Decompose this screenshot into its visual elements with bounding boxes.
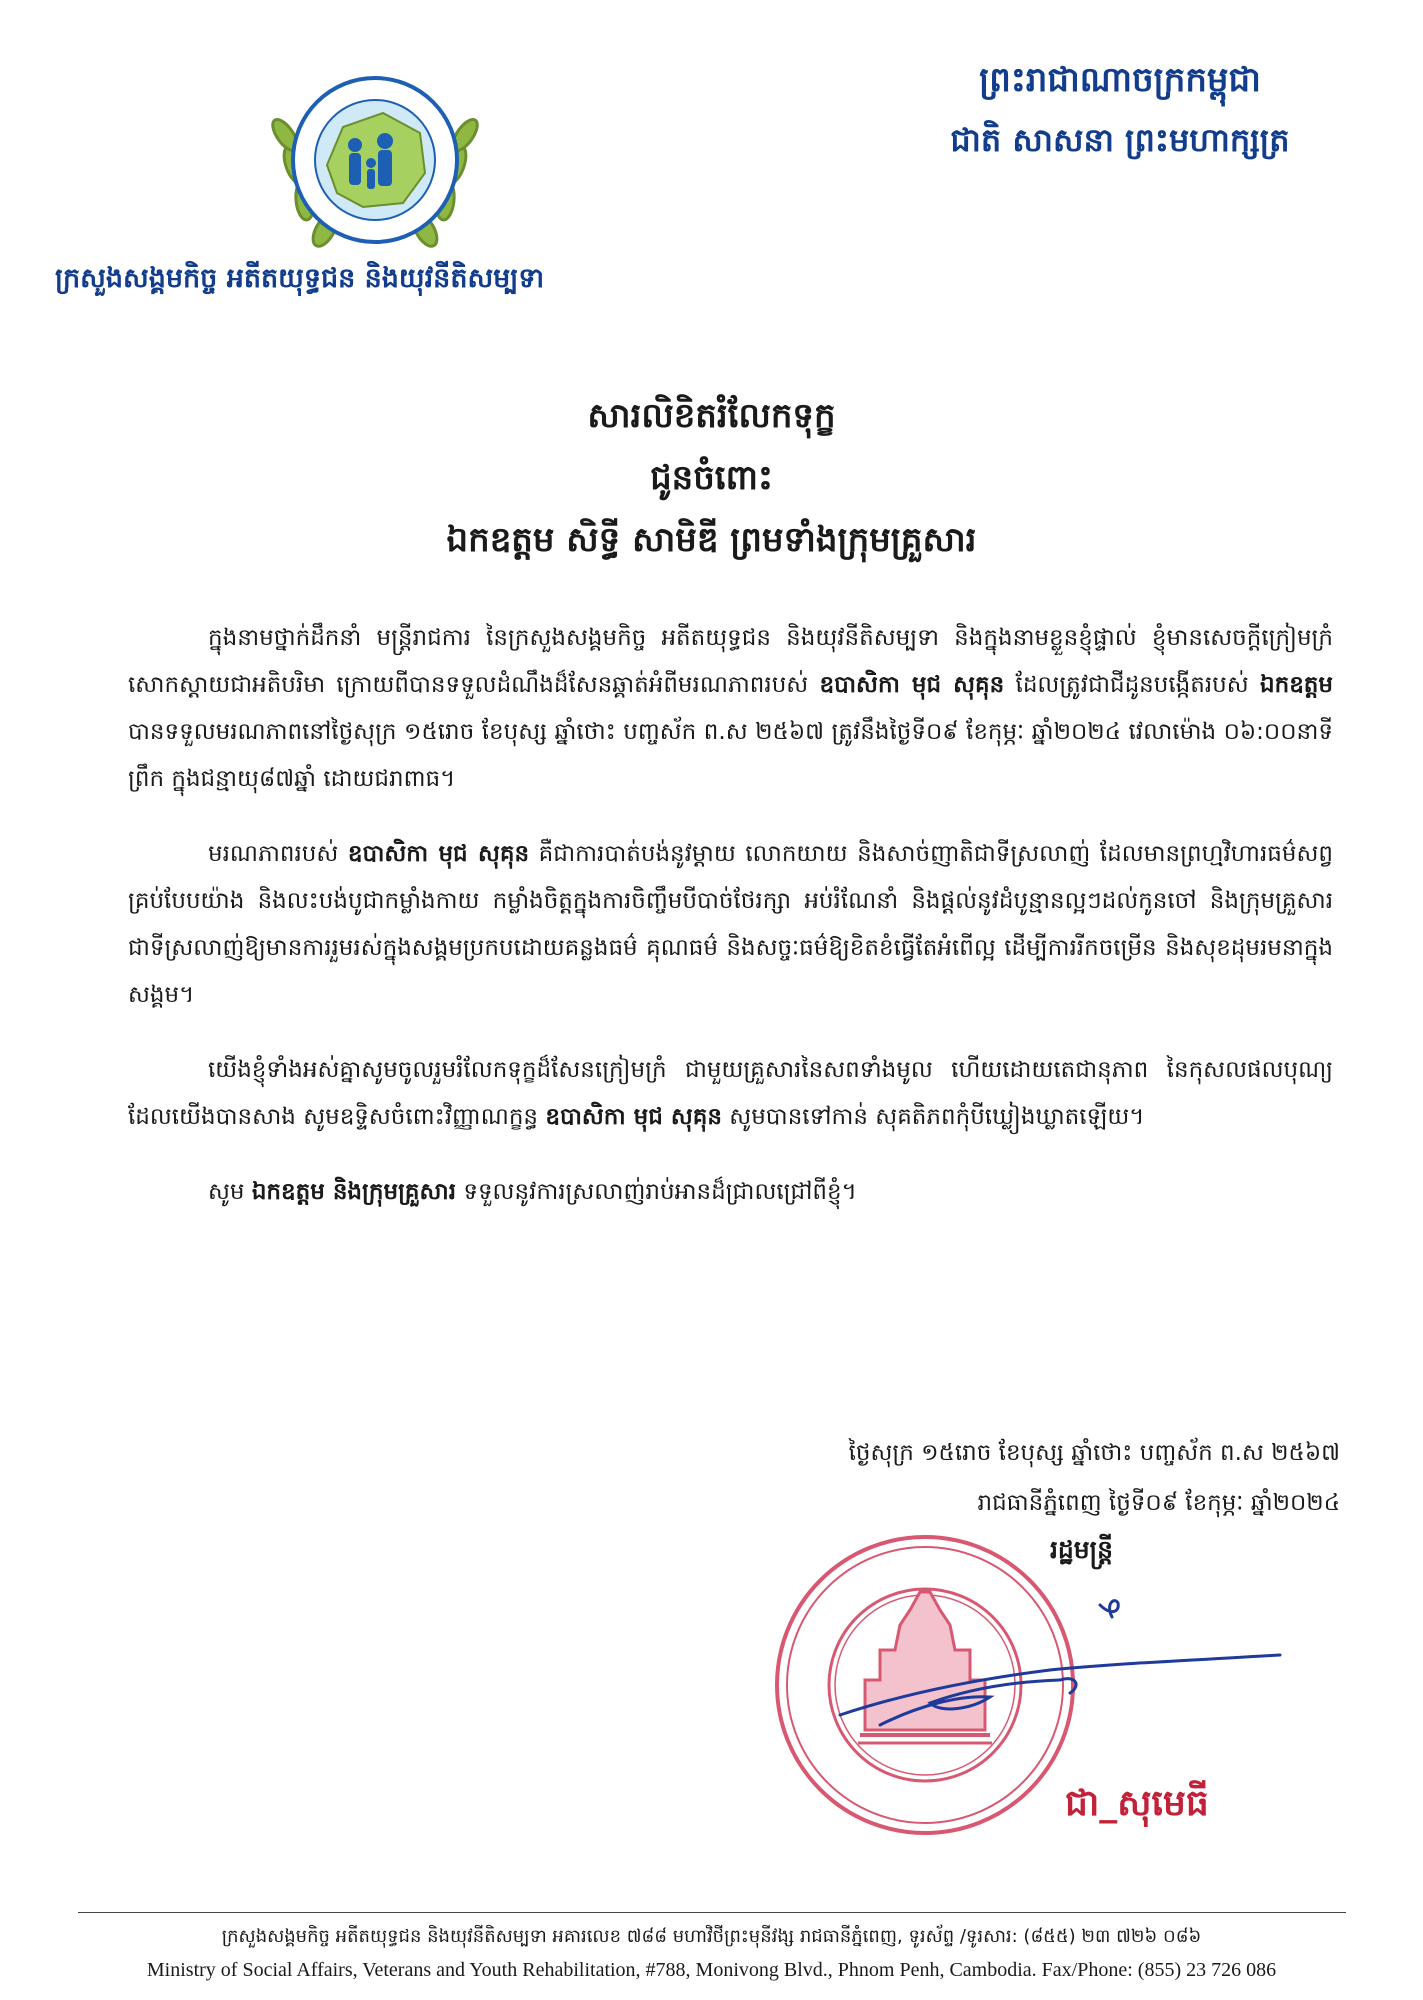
- paragraph-4: [128, 1169, 1333, 1216]
- lunar-date: ថ្ងៃសុក្រ ១៥រោច ខែបុស្ស ឆ្នាំថោះ បញ្ចស័ក ព.ស ២៥៦៧: [848, 1440, 1340, 1466]
- paragraph-text: យើងខ្ញុំទាំងអស់គ្នាសូមចូលរួមរំលែកទុក្ខដ៏សែនក្រៀមក្រំ ជាមួយគ្រួសារនៃសពទាំងមូល ហើយដោយតេជានុភាព នៃកុសលផលបុណ្យដែលយើងបានសាង សូមឧទ្ទិសចំពោះវិញ្ញាណក្ខន្ធ: [128, 1057, 1333, 1130]
- kingdom-heading: [880, 50, 1360, 170]
- signer-name: ជា_សុមេធី: [1065, 1782, 1209, 1824]
- title-line-2: ជូនចំពោះ: [650, 458, 773, 498]
- paragraph-1: [128, 615, 1333, 803]
- deceased-name: ឧបាសិកា មុជ សុគុន: [347, 841, 530, 867]
- title-line-3: ឯកឧត្តម សិទ្ធី សាមិឌី ព្រមទាំងក្រុមគ្រួសារ: [446, 520, 977, 560]
- ministry-logo: [255, 45, 495, 275]
- paragraph-text: ដែលត្រូវជាជីដូនបង្កើតរបស់: [1015, 672, 1249, 698]
- footer-address-en: Ministry of Social Affairs, Veterans and Youth Rehabilitation, #788, Monivong Blvd., Phnom Penh, Cambodia. Fax/Phone: (855) 23 726 086: [146, 1959, 1277, 1981]
- recipient-title: ឯកឧត្តម: [1260, 672, 1333, 698]
- deceased-name: ឧបាសិកា មុជ សុគុន: [819, 672, 1005, 698]
- title-line-1: សារលិខិតរំលែកទុក្ខ: [587, 396, 836, 436]
- footer-divider: [78, 1912, 1346, 1913]
- paragraph-text: គឺជាការបាត់បង់នូវម្តាយ លោកយាយ និងសាច់ញាតិជាទីស្រលាញ់ ដែលមានព្រហ្មវិហារធម៌សព្វគ្រប់បែបយ៉ាង និងលះបង់បូជាកម្លាំងកាយ កម្លាំងចិត្តក្នុងការចិញ្ចឹមបីបាច់ថែរក្សា អប់រំណែនាំ និងផ្តល់នូវដំបូន្មានល្អៗដល់កូនចៅ និងក្រុមគ្រួសារជាទីស្រលាញ់ឱ្យមានការរួមរស់ក្នុងសង្គមប្រកបដោយគន្លងធម៌ គុណធម៌ និងសច្ចៈធម៌ឱ្យខិតខំធ្វើតែអំពើល្អ ដើម្បីការរីកចម្រើន និងសុខដុមរមនាក្នុងសង្គម។: [128, 841, 1333, 1008]
- minister-title: រដ្ឋមន្ត្រី: [1050, 1535, 1113, 1564]
- footer-address-km: ក្រសួងសង្គមកិច្ច អតីតយុទ្ធជន និងយុវនីតិសម្បទា អគារលេខ ៧៨៨ មហាវិថីព្រះមុនីវង្ស រាជធានីភ្នំពេញ, ទូរស័ព្ទ /ទូរសារ: (៨៥៥) ២៣ ៧២៦ ០៨៦: [221, 1926, 1202, 1947]
- paragraph-text: បានទទួលមរណភាពនៅថ្ងៃសុក្រ ១៥រោច ខែបុស្ស ឆ្នាំថោះ បញ្ចស័ក ព.ស ២៥៦៧ ត្រូវនឹងថ្ងៃទី០៩ ខែកុម្ភៈ ឆ្នាំ២០២៤ វេលាម៉ោង ០៦:០០នាទីព្រឹក ក្នុងជន្មាយុ៨៧ឆ្នាំ ដោយជរាពាធ។: [128, 719, 1333, 792]
- kingdom-line: ព្រះរាជាណាចក្រកម្ពុជា: [979, 60, 1261, 100]
- recipient-name: ឯកឧត្តម និងក្រុមគ្រួសារ: [251, 1179, 457, 1205]
- paragraph-text: មរណភាពរបស់: [208, 841, 339, 867]
- paragraph-text: ក្នុងនាមថ្នាក់ដឹកនាំ មន្ត្រីរាជការ នៃក្រសួងសង្គមកិច្ច អតីតយុទ្ធជន និងយុវនីតិសម្បទា និងក្នុងនាមខ្លួនខ្ញុំផ្ទាល់ ខ្ញុំមានសេចក្តីក្រៀមក្រំសោកស្តាយជាអតិបរិមា ក្រោយពីបានទទួលដំណឹងដ៏សែនឆ្គាត់អំពីមរណភាពរបស់: [128, 625, 1333, 698]
- letter-body: [128, 615, 1333, 1244]
- paragraph-text: សូមបានទៅកាន់ សុគតិភពកុំបីឃ្លៀងឃ្លាតឡើយ។: [729, 1104, 1145, 1130]
- handwritten-signature: [820, 1585, 1290, 1745]
- paragraph-text: សូម: [208, 1179, 245, 1205]
- place-date: រាជធានីភ្នំពេញ ថ្ងៃទី០៩ ខែកុម្ភៈ ឆ្នាំ២០២៤: [977, 1490, 1340, 1516]
- ministry-name: ក្រសួងសង្គមកិច្ច អតីតយុទ្ធជន និងយុវនីតិសម្បទា: [55, 263, 545, 294]
- paragraph-text: ទទួលនូវការស្រលាញ់រាប់អានដ៏ជ្រាលជ្រៅពីខ្ញុំ។: [463, 1179, 857, 1205]
- paragraph-3: [128, 1047, 1333, 1141]
- national-motto: ជាតិ សាសនា ព្រះមហាក្សត្រ: [950, 121, 1290, 159]
- paragraph-2: [128, 831, 1333, 1019]
- deceased-name: ឧបាសិកា មុជ សុគុន: [545, 1104, 722, 1130]
- dateline: [660, 1428, 1340, 1528]
- letter-title: [0, 385, 1423, 571]
